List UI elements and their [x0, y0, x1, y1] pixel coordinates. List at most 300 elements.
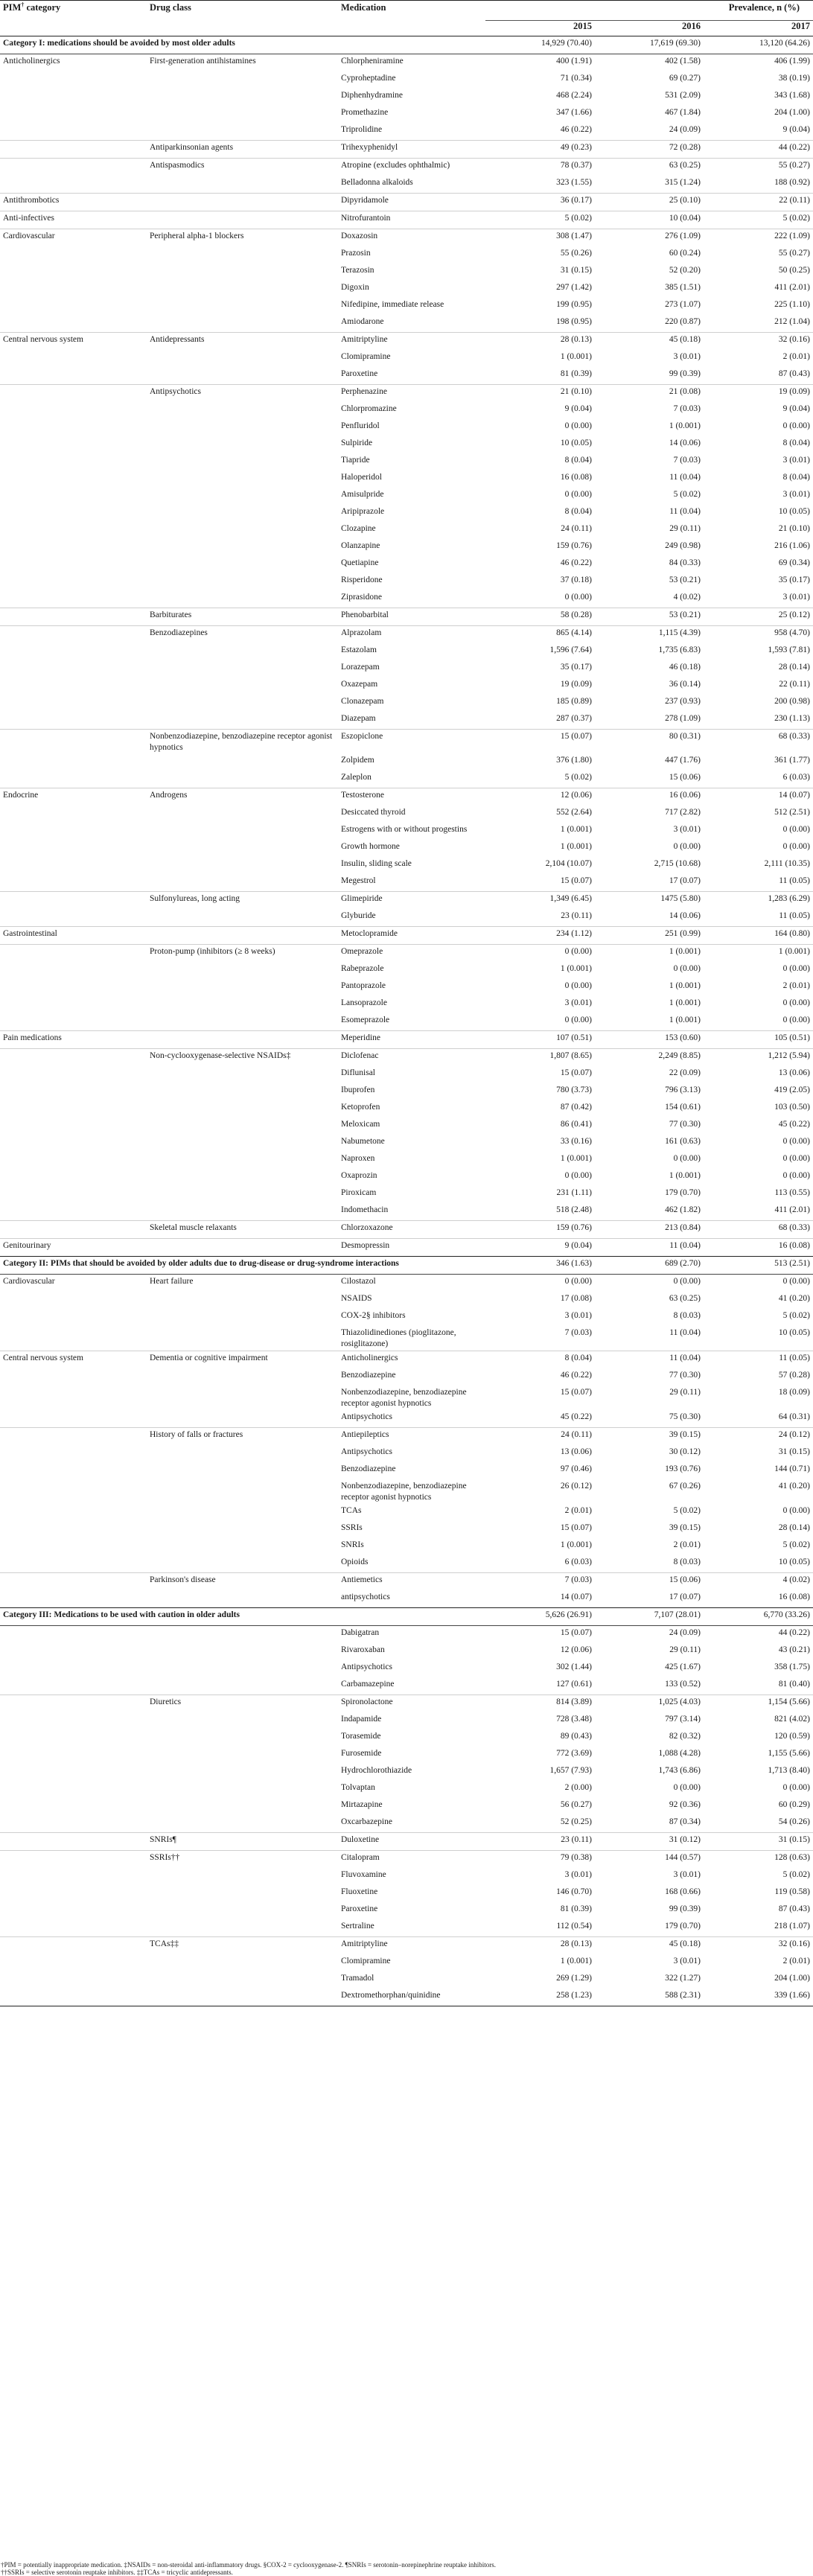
table-row	[0, 1573, 813, 1591]
medication-cell: Lorazepam	[341, 663, 380, 672]
medication-cell: Indapamide	[341, 1715, 382, 1724]
footnote-line: ††SSRIs = selective serotonin reuptake inhibitors. ‡‡TCAs = tricyclic antidepressants.	[1, 2569, 233, 2576]
medication-cell: Clonazepam	[341, 697, 384, 706]
prevalence-cell-2017: 18 (0.09)	[778, 1388, 810, 1397]
pim-category-cell	[0, 488, 147, 505]
table-row	[0, 962, 813, 979]
prevalence-cell-2015: 1 (0.001)	[560, 1154, 592, 1163]
prevalence-cell-2015: 347 (1.66)	[556, 108, 592, 117]
prevalence-cell-2015: 772 (3.69)	[556, 1749, 592, 1758]
drug-class-cell	[147, 1902, 338, 1919]
drug-class-cell	[147, 1712, 338, 1729]
pim-category-cell	[0, 1885, 147, 1902]
pim-category-cell	[0, 840, 147, 857]
pim-category-cell	[0, 1902, 147, 1919]
prevalence-cell-2017: 9 (0.04)	[782, 404, 810, 413]
medication-cell: Pantoprazole	[341, 981, 386, 990]
prevalence-cell-2017: 44 (0.22)	[704, 141, 813, 159]
section-title: Category I: medications should be avoided by most older adults	[0, 36, 485, 54]
prevalence-cell-2016: 144 (0.57)	[595, 1851, 704, 1869]
medication-cell: Piroxicam	[341, 1188, 377, 1197]
table-row	[0, 1971, 813, 1989]
prevalence-cell-2016: 75 (0.30)	[669, 1412, 701, 1421]
table-row	[0, 1100, 813, 1118]
prevalence-cell-2016: 39 (0.15)	[595, 1428, 704, 1446]
medication-cell: Clomipramine	[341, 352, 391, 361]
prevalence-cell-2017: 81 (0.40)	[778, 1680, 810, 1689]
table-row	[0, 840, 813, 857]
table-row	[0, 1919, 813, 1937]
prevalence-cell-2017: 21 (0.10)	[778, 524, 810, 533]
prevalence-cell-2015: 8 (0.04)	[485, 1351, 595, 1369]
medication-cell: Risperidone	[341, 576, 383, 584]
drug-class-cell	[147, 419, 338, 436]
prevalence-cell-2015: 865 (4.14)	[485, 626, 595, 644]
medication-cell: Alprazolam	[338, 626, 485, 644]
drug-class-cell: Peripheral alpha-1 blockers	[147, 229, 338, 247]
table-row	[0, 1712, 813, 1729]
medication-cell: Megestrol	[341, 876, 376, 885]
table-row	[0, 1445, 813, 1462]
drug-class-cell	[147, 1798, 338, 1815]
drug-class-cell	[147, 1292, 338, 1309]
prevalence-cell-2017: 5 (0.02)	[782, 1870, 810, 1879]
pim-category-cell	[0, 626, 147, 644]
prevalence-cell-2016: 322 (1.27)	[665, 1974, 701, 1983]
table-row	[0, 753, 813, 771]
prevalence-cell-2016: 220 (0.87)	[665, 317, 701, 326]
prevalence-cell-2016: 11 (0.04)	[595, 1239, 704, 1257]
medication-cell: Quetiapine	[341, 558, 379, 567]
prevalence-cell-2017: 419 (2.05)	[774, 1085, 810, 1094]
prevalence-cell-2015: 15 (0.07)	[560, 1068, 592, 1077]
drug-class-cell	[147, 1989, 338, 2006]
medication-cell: Meperidine	[338, 1031, 485, 1049]
drug-class-cell: SNRIs¶	[147, 1833, 338, 1851]
pim-category-cell	[0, 590, 147, 608]
prevalence-cell-2015: 376 (1.80)	[556, 756, 592, 765]
prevalence-cell-2016: 425 (1.67)	[665, 1662, 701, 1671]
prevalence-cell-2015: 346 (1.63)	[485, 1257, 595, 1275]
prevalence-cell-2017: 87 (0.43)	[778, 369, 810, 378]
prevalence-cell-2016: 8 (0.03)	[673, 1311, 701, 1320]
table-row	[0, 471, 813, 488]
table-row	[0, 1275, 813, 1292]
prevalence-cell-2015: 728 (3.48)	[556, 1715, 592, 1724]
drug-class-cell	[147, 106, 338, 123]
prevalence-cell-2016: 17 (0.07)	[669, 1593, 701, 1601]
pim-category-cell	[0, 1815, 147, 1833]
pim-category-cell: Cardiovascular	[0, 1275, 147, 1292]
table-row	[0, 1410, 813, 1428]
drug-class-cell: TCAs‡‡	[147, 1937, 338, 1955]
prevalence-cell-2017: 218 (1.07)	[774, 1922, 810, 1931]
prevalence-cell-2015: 1,807 (8.65)	[485, 1049, 595, 1067]
section-title: Category II: PIMs that should be avoided by older adults due to drug-disease or drug-syndrome interactions	[0, 1257, 485, 1275]
table-row	[0, 1135, 813, 1152]
prevalence-cell-2015: 56 (0.27)	[560, 1800, 592, 1809]
medication-cell: Atropine (excludes ophthalmic)	[338, 159, 485, 176]
pim-category-cell	[0, 89, 147, 106]
prevalence-cell-2016: 36 (0.14)	[669, 680, 701, 689]
prevalence-cell-2016: 0 (0.00)	[673, 964, 701, 973]
prevalence-cell-2015: 31 (0.15)	[560, 266, 592, 275]
prevalence-cell-2016: 0 (0.00)	[673, 1154, 701, 1163]
prevalence-cell-2015: 2 (0.00)	[564, 1783, 592, 1792]
prevalence-cell-2015: 0 (0.00)	[564, 421, 592, 430]
pim-category-cell	[0, 350, 147, 367]
prevalence-cell-2017: 64 (0.31)	[778, 1412, 810, 1421]
prevalence-cell-2015: 15 (0.07)	[560, 1628, 592, 1637]
prevalence-cell-2017: 222 (1.09)	[704, 229, 813, 247]
prevalence-cell-2016: 60 (0.24)	[669, 249, 701, 258]
prevalence-cell-2017: 361 (1.77)	[774, 756, 810, 765]
prevalence-cell-2015: 8 (0.04)	[564, 456, 592, 465]
medication-cell: Diphenhydramine	[341, 91, 404, 100]
table-body	[0, 36, 813, 2006]
prevalence-cell-2015: 17 (0.08)	[560, 1294, 592, 1303]
table-row	[0, 1049, 813, 1067]
prevalence-cell-2017: 13,120 (64.26)	[704, 36, 813, 54]
drug-class-cell	[147, 1626, 338, 1644]
drug-class-cell	[147, 1919, 338, 1937]
prevalence-cell-2016: 717 (2.82)	[665, 808, 701, 817]
prevalence-cell-2016: 531 (2.09)	[665, 91, 701, 100]
pim-category-cell	[0, 1386, 147, 1410]
prevalence-cell-2016: 251 (0.99)	[595, 927, 704, 945]
pim-category-cell	[0, 1868, 147, 1885]
table-row	[0, 419, 813, 436]
pim-category-cell	[0, 1368, 147, 1386]
prevalence-cell-2017: 43 (0.21)	[778, 1645, 810, 1654]
prevalence-cell-2017: 68 (0.33)	[704, 1221, 813, 1239]
prevalence-cell-2015: 9 (0.04)	[485, 1239, 595, 1257]
prevalence-cell-2017: 14 (0.07)	[704, 788, 813, 806]
drug-class-cell	[147, 488, 338, 505]
drug-class-cell: Benzodiazepines	[147, 626, 338, 644]
pim-category-cell	[0, 1677, 147, 1695]
prevalence-cell-2015: 24 (0.11)	[561, 524, 592, 533]
prevalence-cell-2015: 52 (0.25)	[560, 1817, 592, 1826]
prevalence-cell-2017: 11 (0.05)	[779, 876, 810, 885]
prevalence-cell-2017: 9 (0.04)	[782, 125, 810, 134]
pim-category-cell	[0, 556, 147, 573]
pim-category-cell	[0, 123, 147, 141]
medication-cell: Antipsychotics	[341, 1662, 392, 1671]
medication-cell: Glyburide	[341, 911, 376, 920]
prevalence-cell-2016: 16 (0.06)	[595, 788, 704, 806]
prevalence-cell-2015: 1,596 (7.64)	[549, 645, 592, 654]
pim-category-cell	[0, 695, 147, 712]
prevalence-cell-2015: 1 (0.001)	[560, 1540, 592, 1549]
prevalence-cell-2015: 86 (0.41)	[560, 1120, 592, 1129]
pim-category-cell	[0, 1410, 147, 1428]
table-row	[0, 522, 813, 539]
prevalence-cell-2016: 2,715 (10.68)	[654, 859, 701, 868]
medication-cell: NSAIDS	[341, 1294, 372, 1303]
drug-class-cell	[147, 1386, 338, 1410]
medication-cell: Anticholinergics	[338, 1351, 485, 1369]
drug-class-cell	[147, 1368, 338, 1386]
drug-class-cell	[147, 1309, 338, 1326]
prevalence-cell-2016: 3 (0.01)	[673, 352, 701, 361]
pim-category-cell	[0, 1573, 147, 1591]
table-row	[0, 909, 813, 927]
prevalence-cell-2016: 15 (0.06)	[669, 773, 701, 782]
prevalence-cell-2017: 3 (0.01)	[782, 593, 810, 602]
prevalence-cell-2017: 1 (0.001)	[704, 945, 813, 963]
prevalence-cell-2015: 14,929 (70.40)	[485, 36, 595, 54]
prevalence-cell-2016: 0 (0.00)	[673, 842, 701, 851]
prevalence-cell-2016: 276 (1.09)	[595, 229, 704, 247]
medication-cell: Tolvaptan	[341, 1783, 375, 1792]
pim-category-cell: Endocrine	[0, 788, 147, 806]
drug-class-cell	[147, 1445, 338, 1462]
prevalence-cell-2016: 72 (0.28)	[595, 141, 704, 159]
pim-category-cell	[0, 1643, 147, 1660]
drug-class-cell	[147, 402, 338, 419]
prevalence-cell-2015: 1,349 (6.45)	[485, 892, 595, 910]
table-row	[0, 730, 813, 754]
medication-cell: Spironolactone	[338, 1695, 485, 1713]
prevalence-cell-2017: 212 (1.04)	[774, 317, 810, 326]
prevalence-cell-2016: 11 (0.04)	[669, 507, 701, 516]
table-row	[0, 229, 813, 247]
medication-cell: Indomethacin	[341, 1205, 389, 1214]
drug-class-cell: Heart failure	[147, 1275, 338, 1292]
table-row	[0, 1815, 813, 1833]
prevalence-cell-2017: 3 (0.01)	[782, 490, 810, 499]
pim-category-cell	[0, 71, 147, 89]
drug-class-cell: Barbiturates	[147, 608, 338, 626]
medication-cell: TCAs	[341, 1506, 362, 1515]
table-row	[0, 1221, 813, 1239]
prevalence-cell-2016: 63 (0.25)	[669, 1294, 701, 1303]
prevalence-cell-2015: 12 (0.06)	[485, 788, 595, 806]
prevalence-cell-2017: 11 (0.05)	[779, 911, 810, 920]
table-row	[0, 608, 813, 626]
drug-class-cell	[147, 1169, 338, 1186]
prevalence-cell-2017: 28 (0.14)	[778, 1523, 810, 1532]
prevalence-cell-2017: 22 (0.11)	[779, 680, 810, 689]
drug-class-cell: SSRIs††	[147, 1851, 338, 1869]
prevalence-cell-2017: 54 (0.26)	[778, 1817, 810, 1826]
prevalence-cell-2017: 6,770 (33.26)	[704, 1608, 813, 1626]
pim-category-cell	[0, 945, 147, 963]
prevalence-cell-2016: 1,743 (6.86)	[658, 1766, 701, 1775]
prevalence-cell-2015: 231 (1.11)	[556, 1188, 592, 1197]
prevalence-cell-2015: 21 (0.10)	[485, 385, 595, 403]
prevalence-cell-2016: 179 (0.70)	[665, 1922, 701, 1931]
prevalence-cell-2017: 144 (0.71)	[774, 1464, 810, 1473]
table-row	[0, 1989, 813, 2006]
prevalence-cell-2017: 31 (0.15)	[704, 1833, 813, 1851]
drug-class-cell: History of falls or fractures	[147, 1428, 338, 1446]
drug-class-cell: Sulfonylureas, long acting	[147, 892, 338, 910]
drug-class-cell	[147, 1781, 338, 1798]
prevalence-cell-2016: 31 (0.12)	[595, 1833, 704, 1851]
pim-category-cell	[0, 367, 147, 385]
pim-category-cell	[0, 1479, 147, 1504]
table-row	[0, 1937, 813, 1955]
medication-cell: Nitrofurantoin	[338, 211, 485, 229]
table-row	[0, 1885, 813, 1902]
header-year-2016: 2016	[595, 21, 704, 36]
pim-category-cell	[0, 1521, 147, 1538]
table-row	[0, 945, 813, 963]
prevalence-cell-2015: 26 (0.12)	[560, 1482, 592, 1491]
pim-category-cell	[0, 1937, 147, 1955]
prevalence-cell-2016: 154 (0.61)	[665, 1103, 701, 1112]
table-row	[0, 453, 813, 471]
drug-class-cell	[147, 436, 338, 453]
prevalence-cell-2015: 1 (0.001)	[560, 825, 592, 834]
pim-category-cell	[0, 1083, 147, 1100]
prevalence-cell-2016: 84 (0.33)	[669, 558, 701, 567]
pim-category-cell: Pain medications	[0, 1031, 147, 1049]
prevalence-cell-2015: 87 (0.42)	[560, 1103, 592, 1112]
prevalence-cell-2015: 49 (0.23)	[485, 141, 595, 159]
pim-category-cell	[0, 453, 147, 471]
table-row	[0, 159, 813, 176]
prevalence-cell-2016: 99 (0.39)	[669, 369, 701, 378]
medication-cell: Chlorpheniramine	[338, 54, 485, 72]
prevalence-cell-2017: 512 (2.51)	[774, 808, 810, 817]
pim-category-cell	[0, 643, 147, 660]
prevalence-cell-2016: 7 (0.03)	[673, 404, 701, 413]
prevalence-cell-2015: 14 (0.07)	[560, 1593, 592, 1601]
footnotes	[0, 2561, 813, 2576]
prevalence-cell-2016: 462 (1.82)	[665, 1205, 701, 1214]
table-row	[0, 246, 813, 264]
pim-category-cell	[0, 176, 147, 194]
prevalence-cell-2017: 0 (0.00)	[782, 1783, 810, 1792]
prevalence-cell-2017: 31 (0.15)	[778, 1447, 810, 1456]
prevalence-cell-2015: 36 (0.17)	[485, 194, 595, 211]
medication-cell: Opioids	[341, 1558, 369, 1566]
prevalence-cell-2017: 35 (0.17)	[778, 576, 810, 584]
prevalence-cell-2016: 1 (0.001)	[669, 1171, 701, 1180]
table-row	[0, 1186, 813, 1203]
table-row	[0, 1660, 813, 1677]
medication-cell: Furosemide	[341, 1749, 382, 1758]
table-row	[0, 194, 813, 211]
table-row	[0, 89, 813, 106]
prevalence-cell-2017: 128 (0.63)	[704, 1851, 813, 1869]
medication-cell: Thiazolidinediones (pioglitazone, rosiglitazone)	[341, 1328, 456, 1348]
medication-cell: Desiccated thyroid	[341, 808, 406, 817]
drug-class-cell	[147, 1885, 338, 1902]
prevalence-cell-2015: 8 (0.04)	[564, 507, 592, 516]
prevalence-cell-2016: 10 (0.04)	[595, 211, 704, 229]
prevalence-cell-2015: 780 (3.73)	[556, 1085, 592, 1094]
medication-cell: Cilostazol	[338, 1275, 485, 1292]
pim-category-cell	[0, 1221, 147, 1239]
drug-class-cell	[147, 660, 338, 678]
prevalence-cell-2016: 80 (0.31)	[595, 730, 704, 754]
prevalence-cell-2016: 67 (0.26)	[669, 1482, 701, 1491]
drug-class-cell	[147, 1083, 338, 1100]
prevalence-cell-2015: 19 (0.09)	[560, 680, 592, 689]
prevalence-cell-2017: 41 (0.20)	[778, 1482, 810, 1491]
medication-cell: Rivaroxaban	[341, 1645, 385, 1654]
prevalence-cell-2017: 358 (1.75)	[774, 1662, 810, 1671]
prevalence-cell-2016: 1 (0.001)	[595, 945, 704, 963]
drug-class-cell	[147, 211, 338, 229]
table-row	[0, 1798, 813, 1815]
pim-category-cell	[0, 1538, 147, 1555]
medication-cell: Duloxetine	[338, 1833, 485, 1851]
drug-class-cell	[147, 678, 338, 695]
prevalence-cell-2015: 13 (0.06)	[560, 1447, 592, 1456]
prevalence-cell-2016: 14 (0.06)	[669, 911, 701, 920]
prevalence-cell-2015: 46 (0.22)	[560, 558, 592, 567]
drug-class-cell	[147, 298, 338, 315]
pim-category-cell	[0, 823, 147, 840]
prevalence-cell-2017: 113 (0.55)	[774, 1188, 810, 1197]
pim-category-cell	[0, 1695, 147, 1713]
header-prevalence: Prevalence, n (%)	[485, 1, 813, 21]
drug-class-cell	[147, 194, 338, 211]
prevalence-cell-2016: 7 (0.03)	[673, 456, 701, 465]
pim-category-cell: Anti-infectives	[0, 211, 147, 229]
medication-cell: Dabigatran	[341, 1628, 380, 1637]
category-section-row	[0, 1608, 813, 1626]
drug-class-cell	[147, 573, 338, 590]
pim-category-cell: Cardiovascular	[0, 229, 147, 247]
medication-cell: Diazepam	[341, 714, 376, 723]
pim-category-cell	[0, 1989, 147, 2006]
pim-category-cell	[0, 892, 147, 910]
drug-class-cell	[147, 1479, 338, 1504]
prevalence-cell-2016: 21 (0.08)	[595, 385, 704, 403]
drug-class-cell	[147, 840, 338, 857]
table-row	[0, 1309, 813, 1326]
pim-category-cell: Genitourinary	[0, 1239, 147, 1257]
prevalence-cell-2017: 13 (0.06)	[778, 1068, 810, 1077]
pim-category-cell	[0, 857, 147, 874]
prevalence-cell-2016: 29 (0.11)	[669, 1388, 701, 1397]
footnote-line: †PIM = potentially inappropriate medication. ‡NSAIDs = non-steroidal anti-inflammatory drugs. §COX-2 = cyclooxygenase-2. ¶SNRIs = serotonin–norepinephrine reuptake inhibitors.	[1, 2561, 496, 2569]
prevalence-cell-2015: 518 (2.48)	[556, 1205, 592, 1214]
drug-class-cell	[147, 823, 338, 840]
table-row	[0, 54, 813, 72]
prevalence-cell-2017: 339 (1.66)	[704, 1989, 813, 2006]
header-year-2017: 2017	[704, 21, 813, 36]
pim-category-cell	[0, 1781, 147, 1798]
prevalence-cell-2015: 97 (0.46)	[560, 1464, 592, 1473]
drug-class-cell	[147, 453, 338, 471]
prevalence-cell-2015: 12 (0.06)	[560, 1645, 592, 1654]
prevalence-cell-2017: 16 (0.08)	[778, 1593, 810, 1601]
prevalence-cell-2015: 185 (0.89)	[556, 697, 592, 706]
prevalence-cell-2015: 2,104 (10.07)	[545, 859, 592, 868]
medication-cell: Naproxen	[341, 1154, 375, 1163]
prevalence-cell-2016: 69 (0.27)	[669, 74, 701, 83]
prevalence-cell-2016: 22 (0.09)	[669, 1068, 701, 1077]
drug-class-cell	[147, 350, 338, 367]
drug-class-cell	[147, 712, 338, 730]
prevalence-cell-2015: 127 (0.61)	[556, 1680, 592, 1689]
prevalence-cell-2017: 411 (2.01)	[774, 1205, 810, 1214]
table-row	[0, 1152, 813, 1169]
prevalence-cell-2015: 0 (0.00)	[564, 1171, 592, 1180]
prevalence-cell-2016: 46 (0.18)	[669, 663, 701, 672]
table-row	[0, 927, 813, 945]
prevalence-cell-2015: 46 (0.22)	[560, 125, 592, 134]
medication-cell: Metoclopramide	[338, 927, 485, 945]
table-row	[0, 1729, 813, 1747]
